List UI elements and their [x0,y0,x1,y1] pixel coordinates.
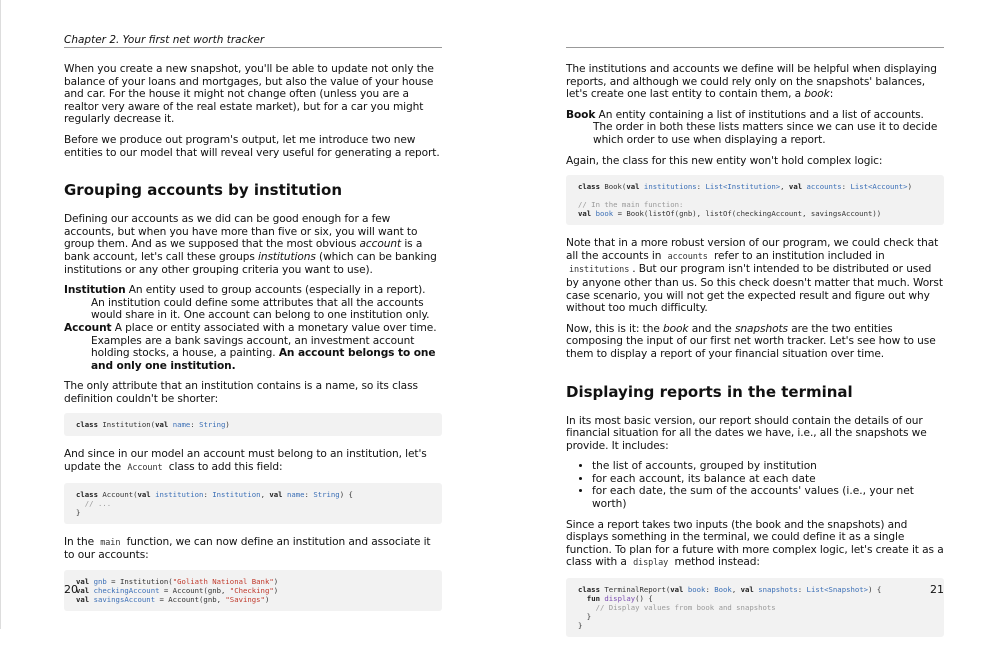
code-line [578,612,932,621]
bold-text: Account [64,321,112,334]
keyword: val [269,489,283,499]
code-text: ) [273,576,279,586]
code-line [578,191,932,200]
page-right [566,0,944,629]
italic-text: book [663,322,689,335]
list-item: • for each account, its balance at each date [592,473,944,486]
text: In its most basic version, our report should contain the details of our financial situation for all the dates we have, i.e., all the snapshots we provide. It includes: [566,414,927,452]
code-text: Institution( [97,420,156,430]
identifier: name [286,489,305,499]
paragraph [566,519,944,570]
text: In the [64,535,98,548]
text: When you create a new snapshot, you'll be able to update not only the balance of your loans and mortgages, but also the value of your house and car. For the house it might not change often (unless you are a realtor very aware of the real estate market), but for a car you might regularly decrease it. [64,63,434,126]
definition [64,284,442,322]
code-line [578,182,932,191]
identifier: savingsAccount [93,594,156,604]
text: Before we produce out program's output, let me introduce two new entities to our model that will reveal very useful for generating a report. [64,133,440,159]
keyword: val [670,585,684,595]
running-header: Chapter 2. Your first net worth tracker [64,34,442,48]
code-text: } [76,507,81,517]
identifier: List<Snapshot> [806,585,869,595]
code-text: = Institution( [106,576,173,586]
identifier: List<Account> [850,182,908,192]
text: class to add this field: [165,461,283,474]
section-heading [64,181,442,199]
code-text: = Book(listOf(gnb), listOf(checkingAccount, savingsAccount)) [613,209,882,219]
keyword: val [578,209,592,219]
italic-text: book [804,88,830,101]
string-literal: "Savings" [225,594,265,604]
paragraph [64,448,442,474]
code-text: } [578,612,592,622]
text: Since a report takes two inputs (the book and the snapshots) and displays something in the terminal, we could define it as a single function. To plan for a future with more complex logic, let's create it as a class with a [566,518,944,569]
paragraph [64,213,442,276]
identifier: String [199,420,226,430]
paragraph [64,63,442,126]
paragraph [566,323,944,361]
code-text: ) { [868,585,882,595]
comment: // Display values from book and snapshots [578,603,776,613]
identifier: name [172,420,191,430]
text: . But our program isn't intended to be distributed or used by anyone other than us. So this check doesn't matter that much. Worst case scenario, you will not get the expected result and figure out why without too much difficulty. [566,263,943,315]
paragraph [566,63,944,101]
section-heading [566,383,944,401]
code-line [578,585,932,594]
italic-text: snapshots [735,322,788,335]
text: : [829,88,834,101]
keyword: val [788,182,803,192]
text: (which can be banking institutions or any other grouping criteria you want to use). [64,250,437,276]
code-block [64,570,442,611]
code-line [76,586,430,595]
identifier: snapshots [758,585,798,595]
identifier: gnb [93,576,107,586]
function-name: display [604,594,636,604]
keyword: val [76,594,90,604]
text: The institutions and accounts we define will be helpful when displaying reports, and although we could rely only on the snapshots' balances, let's create one last entity to contain them, a [566,63,937,101]
code-line [76,577,430,586]
code-text: ) [225,420,230,430]
text: and the [688,322,735,335]
identifier: String [313,489,340,499]
text: An entity containing a list of institutions and a list of accounts. The order in both these lists matters since we can use it to decide which order to use when displaying a report. [593,108,938,146]
text: The only attribute that an institution contains is a name, so its class definition couldn't be shorter: [64,380,418,405]
page-number: 21 [930,583,944,596]
keyword: val [76,576,90,586]
code-line [578,200,932,209]
code-text: ) [907,182,912,192]
text: are the two entities composing the input of our first net worth tracker. Let's see how to use them to display a report of your financial situation over time. [566,322,936,360]
paragraph [566,415,944,453]
identifier: book [687,585,706,595]
text: And since in our model an account must belong to an institution, let's update the [64,448,427,474]
text: method instead: [671,556,760,569]
keyword: class [578,585,600,595]
code-text: = Account(gnb, [155,594,226,604]
text: function, we can now define an institution and associate it to our accounts: [64,535,431,562]
code-block [64,483,442,524]
identifier: Book [714,585,732,595]
paragraph [566,237,944,315]
definition [64,322,442,372]
code-line [76,595,430,604]
code-line [578,209,932,218]
code-text: = Account(gnb, [159,585,230,595]
code-text: ) [264,594,270,604]
text: Note that in a more robust version of our program, we could check that all the accounts in [566,237,939,262]
code-text: : [797,585,807,595]
identifier: accounts [806,182,842,192]
code-text: Account( [97,489,138,499]
code-line [578,594,932,603]
code-text: () { [635,594,653,604]
paragraph [566,155,944,168]
keyword: val [740,585,754,595]
inline-code: institutions [569,265,630,276]
page-number: 20 [64,583,78,596]
keyword: class [76,489,98,499]
string-literal: "Checking" [229,585,274,595]
italic-text: account [359,238,402,251]
code-block [566,175,944,225]
text: Defining our accounts as we did can be good enough for a few accounts, but when you have more than five or six, you will want to group them. And as we supposed that the most obvious [64,213,418,251]
code-block [64,413,442,436]
text: Grouping accounts by institution [64,181,343,200]
text: Displaying reports in the terminal [566,382,853,401]
keyword: class [578,182,600,192]
italic-text: institutions [258,250,316,263]
text: Now, this is it: the [566,322,664,335]
code-text: : [304,489,314,499]
code-line [76,490,430,499]
code-line [76,508,430,517]
bold-text: Institution [64,284,126,297]
code-text [578,594,587,603]
inline-code: display [633,558,669,569]
code-text: , [260,489,270,499]
keyword: val [137,489,151,499]
code-text: : [841,182,851,192]
string-literal: "Goliath National Bank" [172,576,274,586]
code-text: : [696,182,706,192]
text: Again, the class for this new entity won't hold complex logic: [566,154,883,167]
code-text [578,191,582,200]
code-line [76,420,430,429]
keyword: val [626,182,640,192]
page-body [566,63,944,649]
code-text: ) { [339,489,353,499]
keyword: fun [586,594,600,604]
paragraph [64,380,442,405]
code-text: ) [273,585,279,595]
text: is a bank account, let's call these groups [64,238,423,263]
code-line [76,499,430,508]
definition [566,109,944,147]
keyword: val [155,420,169,430]
text: A place or entity associated with a monetary value over time. Examples are a bank savings account, an investment account holding stocks, a house, a painting. [91,321,437,360]
code-text: Book( [599,182,627,192]
paragraph [64,134,442,159]
code-block [566,578,944,637]
identifier: book [595,209,614,219]
identifier: checkingAccount [93,585,160,595]
paragraph [64,536,442,562]
inline-code: accounts [667,251,708,262]
page-body [64,63,442,623]
code-text: : [203,489,213,499]
code-text: , [780,182,789,192]
bold-text: An account belongs to one and only one institution. [91,347,436,372]
code-text: , [731,585,741,595]
keyword: class [76,420,98,430]
code-text: : [705,585,715,595]
list-item: • for each date, the sum of the accounts' values (i.e., your net worth) [592,485,944,510]
identifier: Institution [212,489,261,499]
inline-code: Account [127,463,163,474]
identifier: institutions [643,182,697,192]
inline-code: main [100,537,121,548]
list-item: • the list of accounts, grouped by institution [592,460,944,473]
text: An entity used to group accounts (especially in a report). An institution could define some attributes that all the accounts would share in it. One account can belong to one institution only. [91,284,430,322]
page-left [64,0,442,629]
code-text: } [578,621,583,631]
code-text: : [190,420,200,430]
running-header [566,34,944,48]
identifier: List<Institution> [705,182,781,192]
keyword: val [76,585,90,595]
text: refer to an institution included in [710,249,885,262]
comment: // In the main function: [578,200,684,210]
code-text: TerminalReport( [599,585,671,595]
identifier: institution [155,489,204,499]
bullet-list [566,460,944,510]
comment: // ... [76,498,112,508]
code-line [578,603,932,612]
bold-text: Book [566,108,596,121]
